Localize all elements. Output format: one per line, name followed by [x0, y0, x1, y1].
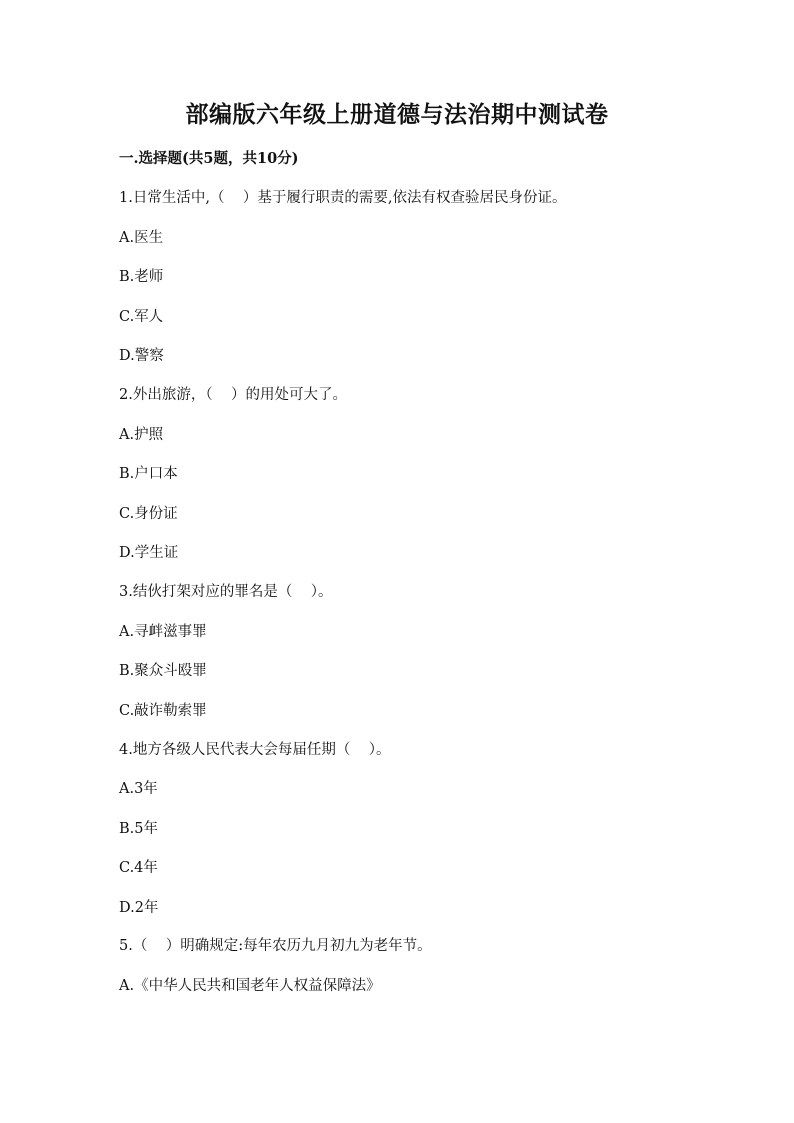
- question-1-option-d: D.警察: [119, 348, 164, 364]
- question-1-option-a: A.医生: [119, 230, 164, 246]
- section-header: 一.选择题(共5题，共10分): [119, 150, 299, 167]
- question-4-option-c: C.4年: [119, 860, 158, 876]
- question-1-option-b: B.老师: [119, 269, 164, 285]
- question-2-option-c: C.身份证: [119, 506, 178, 522]
- question-4-option-b: B.5年: [119, 821, 158, 837]
- question-3-option-c: C.敲诈勒索罪: [119, 703, 207, 719]
- question-5-stem: 5.（ ）明确规定:每年农历九月初九为老年节。: [119, 938, 432, 954]
- question-1-stem: 1.日常生活中,（ ）基于履行职责的需要,依法有权查验居民身份证。: [119, 190, 567, 206]
- question-3-stem: 3.结伙打架对应的罪名是（ ）。: [119, 584, 333, 600]
- question-3-option-a: A.寻衅滋事罪: [119, 624, 207, 640]
- question-2-option-a: A.护照: [119, 427, 164, 443]
- question-2-option-b: B.户口本: [119, 466, 178, 482]
- page-title: 部编版六年级上册道德与法治期中测试卷: [185, 101, 609, 128]
- question-3-option-b: B.聚众斗殴罪: [119, 663, 207, 679]
- question-2-option-d: D.学生证: [119, 545, 179, 561]
- question-2-stem: 2.外出旅游，（ ）的用处可大了。: [119, 387, 348, 403]
- question-4-option-a: A.3年: [119, 781, 158, 797]
- question-4-option-d: D.2年: [119, 900, 159, 916]
- question-4-stem: 4.地方各级人民代表大会每届任期（ ）。: [119, 742, 391, 758]
- question-1-option-c: C.军人: [119, 309, 164, 325]
- question-5-option-a: A.《中华人民共和国老年人权益保障法》: [119, 978, 381, 994]
